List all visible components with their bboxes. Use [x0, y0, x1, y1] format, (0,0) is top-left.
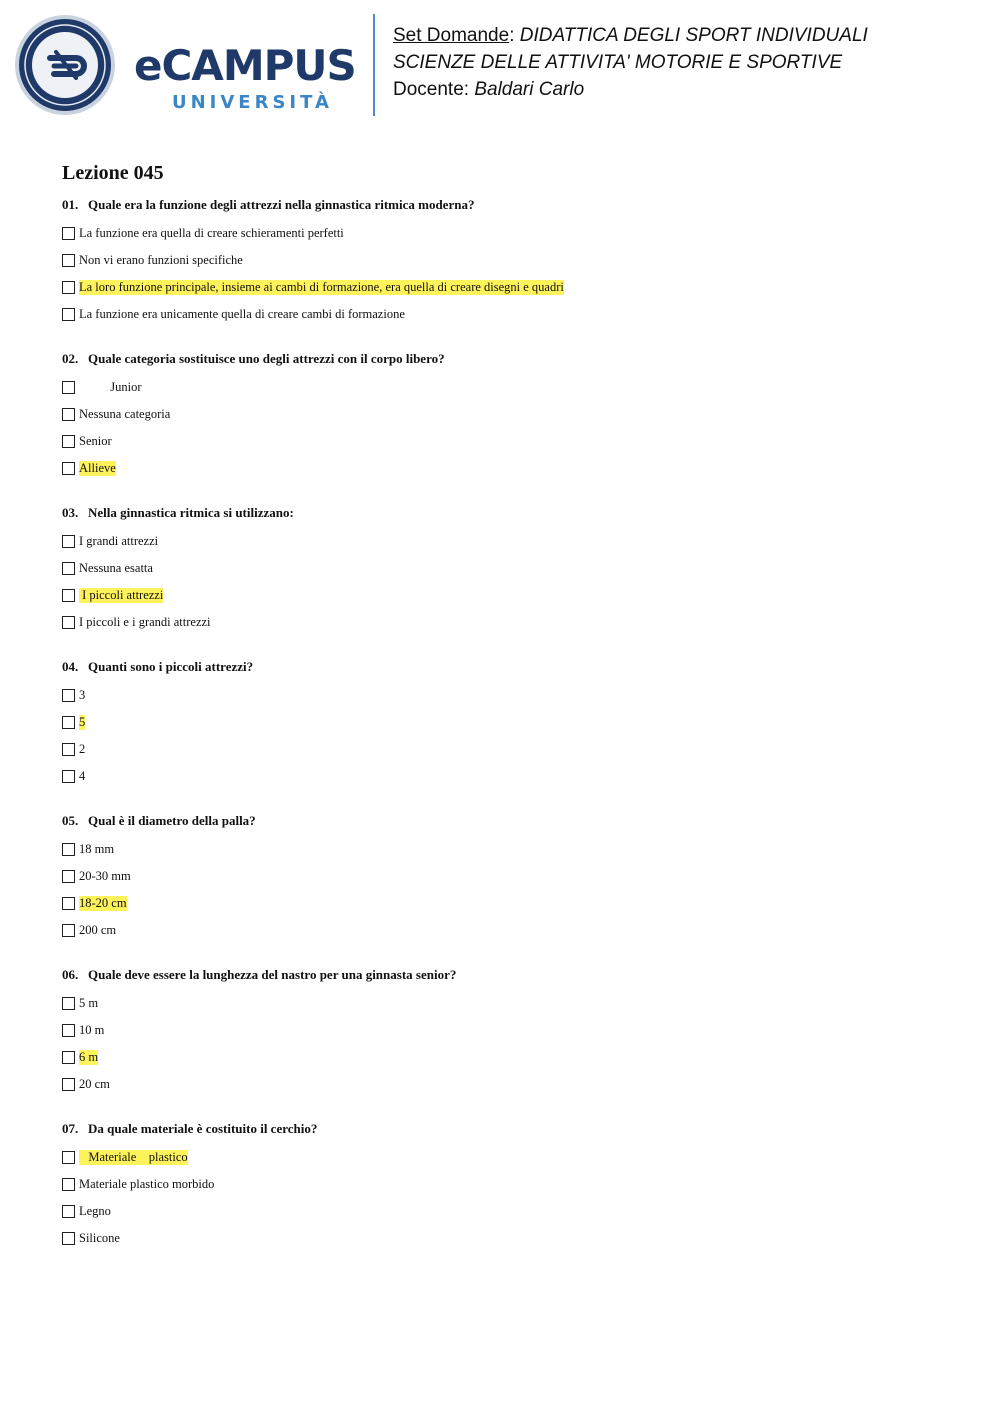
question-text: Da quale materiale è costituito il cerchio? — [88, 1121, 318, 1136]
university-seal-icon — [14, 14, 116, 116]
question-title — [62, 504, 942, 522]
questions-content — [62, 160, 942, 1274]
checkbox[interactable] — [62, 1232, 75, 1245]
question-07 — [62, 1120, 942, 1252]
page-header — [0, 0, 1000, 130]
question-06 — [62, 966, 942, 1098]
question-number: 02. — [62, 351, 79, 366]
option-text: Nessuna categoria — [79, 407, 171, 421]
checkbox[interactable] — [62, 254, 75, 267]
question-number: 04. — [62, 659, 79, 674]
question-number: 03. — [62, 505, 79, 520]
answer-option[interactable] — [62, 428, 942, 455]
question-title — [62, 350, 942, 368]
answer-option[interactable] — [62, 1225, 942, 1252]
checkbox[interactable] — [62, 381, 75, 394]
answer-option-highlighted[interactable] — [62, 455, 942, 482]
question-title — [62, 196, 942, 214]
question-03 — [62, 504, 942, 636]
option-text: I piccoli attrezzi — [79, 588, 164, 602]
answer-option[interactable] — [62, 917, 942, 944]
set-line: Set Domande: DIDATTICA DEGLI SPORT INDIVIDUALI — [393, 25, 868, 46]
checkbox[interactable] — [62, 435, 75, 448]
checkbox[interactable] — [62, 716, 75, 729]
option-text: 20-30 mm — [79, 869, 131, 883]
checkbox[interactable] — [62, 281, 75, 294]
set-title: DIDATTICA DEGLI SPORT INDIVIDUALI — [519, 25, 868, 46]
answer-option-highlighted[interactable] — [62, 274, 942, 301]
option-text: Materiale plastico morbido — [79, 1177, 215, 1191]
question-title — [62, 1120, 942, 1138]
checkbox[interactable] — [62, 1078, 75, 1091]
answer-option-highlighted[interactable] — [62, 890, 942, 917]
set-label: Set Domande — [393, 25, 510, 46]
answer-option[interactable] — [62, 1071, 942, 1098]
answer-option[interactable] — [62, 528, 942, 555]
answer-option[interactable] — [62, 1171, 942, 1198]
answer-option[interactable] — [62, 990, 942, 1017]
checkbox[interactable] — [62, 562, 75, 575]
question-01 — [62, 196, 942, 328]
option-text: La funzione era unicamente quella di creare cambi di formazione — [79, 307, 405, 321]
teacher-label: Docente: — [393, 79, 470, 100]
option-text: La funzione era quella di creare schieramenti perfetti — [79, 226, 344, 240]
option-text: La loro funzione principale, insieme ai cambi di formazione, era quella di creare disegni e quadri — [79, 280, 564, 294]
teacher-name: Baldari Carlo — [474, 79, 585, 100]
answer-option[interactable] — [62, 1017, 942, 1044]
question-number: 06. — [62, 967, 79, 982]
option-text: I piccoli e i grandi attrezzi — [79, 615, 211, 629]
ecampus-logo — [14, 14, 359, 116]
option-text: Silicone — [79, 1231, 120, 1245]
checkbox[interactable] — [62, 408, 75, 421]
answer-option-highlighted[interactable] — [62, 709, 942, 736]
question-text: Quale categoria sostituisce uno degli attrezzi con il corpo libero? — [88, 351, 445, 366]
answer-option[interactable] — [62, 863, 942, 890]
checkbox[interactable] — [62, 308, 75, 321]
course-line — [393, 49, 868, 76]
option-text: 3 — [79, 688, 86, 702]
answer-option[interactable] — [62, 555, 942, 582]
answer-option-highlighted[interactable] — [62, 1144, 942, 1171]
option-text: 10 m — [79, 1023, 105, 1037]
option-text: 5 m — [79, 996, 99, 1010]
checkbox[interactable] — [62, 1151, 75, 1164]
answer-option-highlighted[interactable] — [62, 1044, 942, 1071]
answer-option[interactable] — [62, 763, 942, 790]
question-text: Qual è il diametro della palla? — [88, 813, 256, 828]
checkbox[interactable] — [62, 870, 75, 883]
checkbox[interactable] — [62, 462, 75, 475]
option-text: 18 mm — [79, 842, 115, 856]
answer-option[interactable] — [62, 374, 942, 401]
answer-option[interactable] — [62, 401, 942, 428]
question-number: 07. — [62, 1121, 79, 1136]
option-text: 18-20 cm — [79, 896, 127, 910]
answer-option[interactable] — [62, 682, 942, 709]
option-text: 4 — [79, 769, 86, 783]
answer-option[interactable] — [62, 301, 942, 328]
checkbox[interactable] — [62, 616, 75, 629]
checkbox[interactable] — [62, 743, 75, 756]
option-text: 6 m — [79, 1050, 99, 1064]
question-05 — [62, 812, 942, 944]
question-text: Nella ginnastica ritmica si utilizzano: — [88, 505, 294, 520]
answer-option[interactable] — [62, 609, 942, 636]
checkbox[interactable] — [62, 689, 75, 702]
checkbox[interactable] — [62, 997, 75, 1010]
option-text: Allieve — [79, 461, 116, 475]
question-text: Quale era la funzione degli attrezzi nella ginnastica ritmica moderna? — [88, 197, 475, 212]
checkbox[interactable] — [62, 924, 75, 937]
checkbox[interactable] — [62, 1205, 75, 1218]
question-04 — [62, 658, 942, 790]
teacher-line — [393, 76, 868, 103]
checkbox[interactable] — [62, 535, 75, 548]
option-text: Junior — [79, 380, 142, 394]
option-text: Materiale plastico — [79, 1150, 188, 1164]
option-text: Nessuna esatta — [79, 561, 153, 575]
checkbox[interactable] — [62, 1024, 75, 1037]
course-name: SCIENZE DELLE ATTIVITA' MOTORIE E SPORTIVE — [393, 52, 843, 73]
checkbox[interactable] — [62, 843, 75, 856]
answer-option[interactable] — [62, 736, 942, 763]
answer-option[interactable] — [62, 1198, 942, 1225]
brand-name: eCAMPUS — [134, 41, 356, 90]
option-text: I grandi attrezzi — [79, 534, 159, 548]
option-text: Senior — [79, 434, 112, 448]
option-text: 5 — [79, 715, 86, 729]
answer-option[interactable] — [62, 247, 942, 274]
header-divider — [373, 14, 375, 116]
checkbox[interactable] — [62, 1051, 75, 1064]
lesson-title: Lezione 045 — [62, 162, 164, 184]
question-title — [62, 812, 942, 830]
question-text: Quanti sono i piccoli attrezzi? — [88, 659, 254, 674]
question-text: Quale deve essere la lunghezza del nastro per una ginnasta senior? — [88, 967, 457, 982]
checkbox[interactable] — [62, 1178, 75, 1191]
question-number: 05. — [62, 813, 79, 828]
question-title — [62, 966, 942, 984]
option-text: 2 — [79, 742, 86, 756]
checkbox[interactable] — [62, 227, 75, 240]
question-title — [62, 658, 942, 676]
brand-subtitle: UNIVERSITÀ — [172, 92, 333, 113]
answer-option[interactable] — [62, 836, 942, 863]
option-text: Legno — [79, 1204, 111, 1218]
checkbox[interactable] — [62, 897, 75, 910]
option-text: Non vi erano funzioni specifiche — [79, 253, 243, 267]
option-text: 200 cm — [79, 923, 117, 937]
question-number: 01. — [62, 197, 79, 212]
answer-option-highlighted[interactable] — [62, 582, 942, 609]
answer-option[interactable] — [62, 220, 942, 247]
document-meta — [393, 22, 868, 103]
question-02 — [62, 350, 942, 482]
checkbox[interactable] — [62, 770, 75, 783]
checkbox[interactable] — [62, 589, 75, 602]
option-text: 20 cm — [79, 1077, 110, 1091]
